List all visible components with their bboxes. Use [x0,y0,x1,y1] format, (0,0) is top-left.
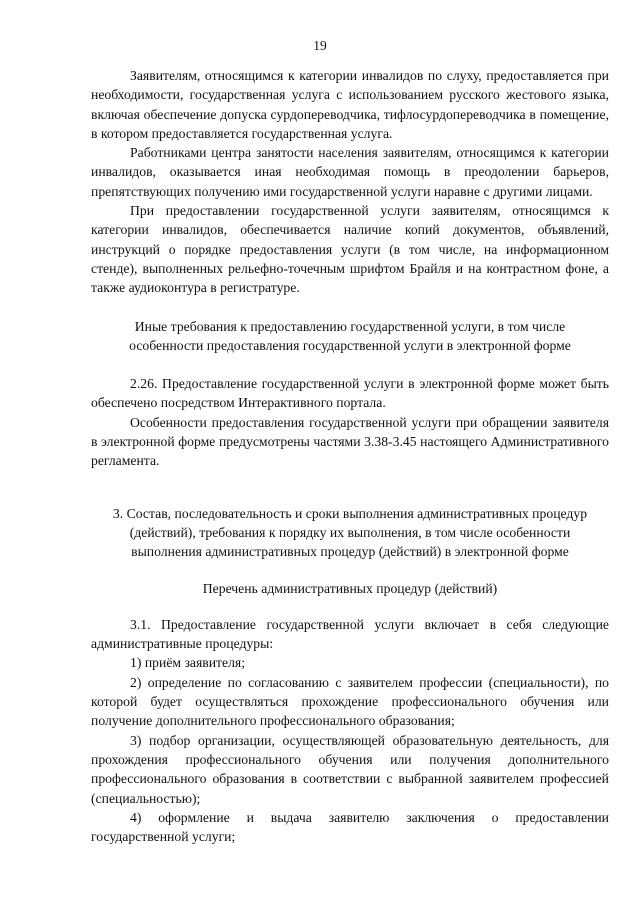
paragraph-2-26: 2.26. Предоставление государственной услуги в электронной форме может быть обеспечено посредством Интерактивного портала. [91,376,609,411]
list-item-3: 3) подбор организации, осуществляющей образовательную деятельность, для прохождения профессионального обучения или получения дополнительного профессионального образования в соответствии с выбранной заявителем профессией (специальностью); [91,732,609,806]
section-3-heading: 3. Состав, последовательность и сроки выполнения административных процедур (действий), требования к порядку их выполнения, в том числе особенности выполнения административных процедур (действий) в электронной форме [112,505,588,560]
paragraph-3-1: 3.1. Предоставление государственной услуги включает в себя следующие административные процедуры: [91,616,609,652]
list-item-2: 2) определение по согласованию с заявителем профессии (специальности), по которой будет осуществляться прохождение профессионального обучения или получение дополнительного профессионального образования; [91,674,609,729]
paragraph-braille-documents: При предоставлении государственной услуги заявителям, относящимся к категории инвалидов, обеспечивается наличие копий документов, объявлений, инструкций о порядке предоставления услуги (в том числе, на информационном стенде), выполненных рельефно-точечным шрифтом Брайля и на контрастном фоне, а также аудиоконтура в регистратуре. [91,203,609,296]
list-item-4: 4) оформление и выдача заявителю заключения о предоставлении государственной услуги; [91,809,609,845]
page-number: 19 [313,38,327,53]
document-body [91,66,609,846]
heading-procedures-list: Перечень административных процедур (действий) [202,580,498,596]
paragraph-employment-center-assistance: Работниками центра занятости населения заявителям, относящимся к категории инвалидов, оказывается иная необходимая помощь в преодолении барьеров, препятствующих получению ими государственной услуги наравне с другими лицами. [91,145,609,199]
list-item-1: 1) приём заявителя; [130,655,246,671]
paragraph-electronic-features: Особенности предоставления государственной услуги при обращении заявителя в электронной форме предусмотрены частями 3.38-3.45 настоящего Административного регламента. [91,414,609,469]
heading-other-requirements: Иные требования к предоставлению государственной услуги, в том числе особенности предоставления государственной услуги в электронной форме [129,318,571,353]
paragraph-hearing-impaired: Заявителям, относящимся к категории инвалидов по слуху, предоставляется при необходимости, государственная услуга с использованием русского жестового языка, включая обеспечение допуска сурдопереводчика, тифлосурдопереводчика в помещение, в котором предоставляется государственная услуга. [91,68,609,141]
